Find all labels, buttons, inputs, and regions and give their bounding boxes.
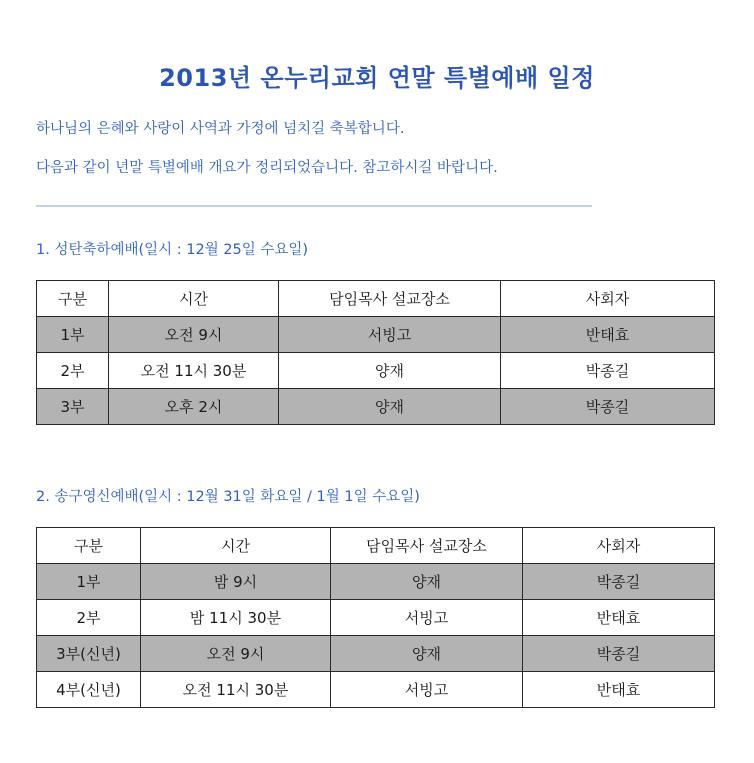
cell-place: 양재 — [331, 636, 523, 672]
section-heading-new-year: 2. 송구영신예배(일시 : 12월 31일 화요일 / 1월 1일 수요일) — [36, 489, 420, 505]
cell-place: 양재 — [279, 353, 501, 389]
cell-place: 서빙고 — [331, 600, 523, 636]
cell-place: 양재 — [331, 564, 523, 600]
cell-host: 반태효 — [523, 672, 715, 708]
cell-host: 박종길 — [501, 389, 715, 425]
page-title: 2013년 온누리교회 연말 특별예배 일정 — [159, 64, 595, 92]
cell-place: 서빙고 — [331, 672, 523, 708]
column-header-place: 담임목사 설교장소 — [279, 281, 501, 317]
column-header-time: 시간 — [109, 281, 279, 317]
cell-time: 오전 9시 — [141, 636, 331, 672]
cell-part: 4부(신년) — [37, 672, 141, 708]
column-header-time: 시간 — [141, 528, 331, 564]
christmas-schedule-table — [36, 280, 715, 425]
cell-time: 오전 11시 30분 — [109, 353, 279, 389]
cell-time: 밤 9시 — [141, 564, 331, 600]
table-row — [37, 600, 715, 636]
cell-host: 박종길 — [501, 353, 715, 389]
table-row — [37, 353, 715, 389]
cell-part: 1부 — [37, 317, 109, 353]
cell-time: 오전 9시 — [109, 317, 279, 353]
cell-part: 1부 — [37, 564, 141, 600]
column-header-place: 담임목사 설교장소 — [331, 528, 523, 564]
cell-time: 밤 11시 30분 — [141, 600, 331, 636]
cell-place: 서빙고 — [279, 317, 501, 353]
table-row — [37, 672, 715, 708]
cell-host: 박종길 — [523, 636, 715, 672]
cell-part: 2부 — [37, 353, 109, 389]
divider — [36, 205, 592, 207]
column-header-host: 사회자 — [501, 281, 715, 317]
new-year-schedule-table — [36, 527, 715, 708]
intro-line-blessing: 하나님의 은혜와 사랑이 사역과 가정에 넘치길 축복합니다. — [36, 121, 405, 137]
cell-part: 3부(신년) — [37, 636, 141, 672]
cell-part: 2부 — [37, 600, 141, 636]
column-header-host: 사회자 — [523, 528, 715, 564]
cell-time: 오전 11시 30분 — [141, 672, 331, 708]
table-row — [37, 317, 715, 353]
cell-host: 반태효 — [501, 317, 715, 353]
table-row — [37, 564, 715, 600]
cell-host: 반태효 — [523, 600, 715, 636]
cell-place: 양재 — [279, 389, 501, 425]
table-header-row — [37, 528, 715, 564]
column-header-part: 구분 — [37, 528, 141, 564]
cell-time: 오후 2시 — [109, 389, 279, 425]
section-heading-christmas: 1. 성탄축하예배(일시 : 12월 25일 수요일) — [36, 242, 309, 258]
column-header-part: 구분 — [37, 281, 109, 317]
table-header-row — [37, 281, 715, 317]
cell-host: 박종길 — [523, 564, 715, 600]
table-row — [37, 636, 715, 672]
table-row — [37, 389, 715, 425]
cell-part: 3부 — [37, 389, 109, 425]
intro-line-summary: 다음과 같이 년말 특별예배 개요가 정리되었습니다. 참고하시길 바랍니다. — [36, 160, 498, 176]
